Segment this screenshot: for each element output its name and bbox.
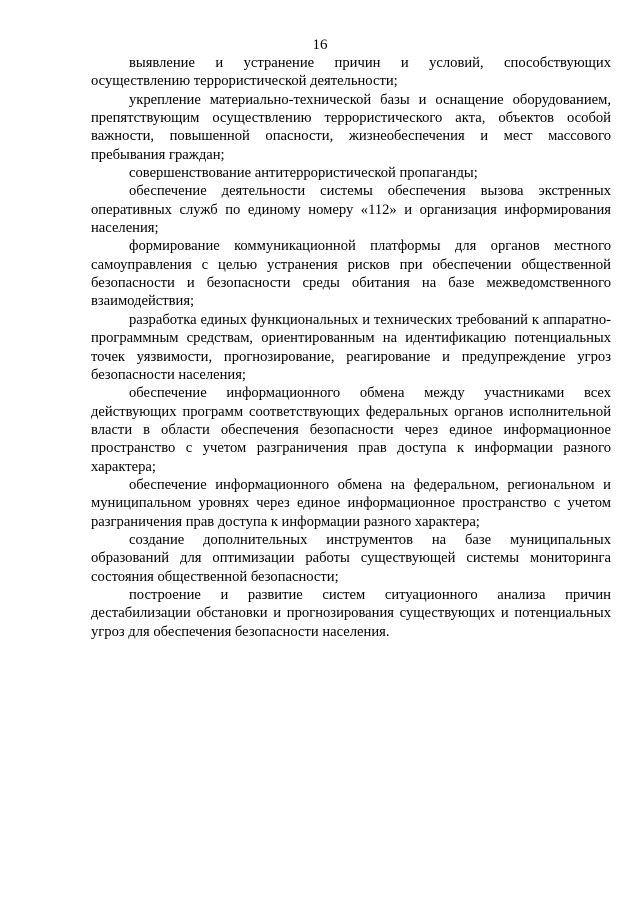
paragraph-5: формирование коммуникационной платформы для органов местного самоуправления с целью устранения рисков при обеспечении общественной безопасности и безопасности среды обитания на базе межведомственного взаимодействия; xyxy=(91,238,611,310)
paragraph-8: обеспечение информационного обмена на федеральном, региональном и муниципальном уровнях через единое информационное пространство с учетом разграничения прав доступа к информации разного характера; xyxy=(91,476,611,530)
paragraph-1: выявление и устранение причин и условий, способствующих осуществлению террористической деятельности; xyxy=(91,55,611,90)
page-number: 16 xyxy=(312,37,328,53)
paragraph-6: разработка единых функциональных и технических требований к аппаратно-программным средствам, ориентированным на идентификацию потенциальных точек уязвимости, прогнозирование, реагирование и предупреждение угроз безопасности населения; xyxy=(91,311,611,383)
document-body xyxy=(91,54,611,641)
paragraph-9: создание дополнительных инструментов на базе муниципальных образований для оптимизации работы существующей системы мониторинга состояния общественной безопасности; xyxy=(91,531,611,585)
paragraph-7: обеспечение информационного обмена между участниками всех действующих программ соответствующих федеральных органов исполнительной власти в области обеспечения безопасности через единое информационное пространство с учетом разграничения прав доступа к информации разного характера; xyxy=(91,385,611,475)
paragraph-4: обеспечение деятельности системы обеспечения вызова экстренных оперативных служб по единому номеру «112» и организация информирования населения; xyxy=(91,183,611,237)
paragraph-10: построение и развитие систем ситуационного анализа причин дестабилизации обстановки и прогнозирования существующих и потенциальных угроз для обеспечения безопасности населения. xyxy=(91,586,611,640)
paragraph-3: совершенствование антитеррористической пропаганды; xyxy=(129,165,478,182)
paragraph-2: укрепление материально-технической базы и оснащение оборудованием, препятствующим осуществлению террористического акта, объектов особой важности, повышенной опасности, жизнеобеспечения и мест массового пребывания граждан; xyxy=(91,91,611,163)
